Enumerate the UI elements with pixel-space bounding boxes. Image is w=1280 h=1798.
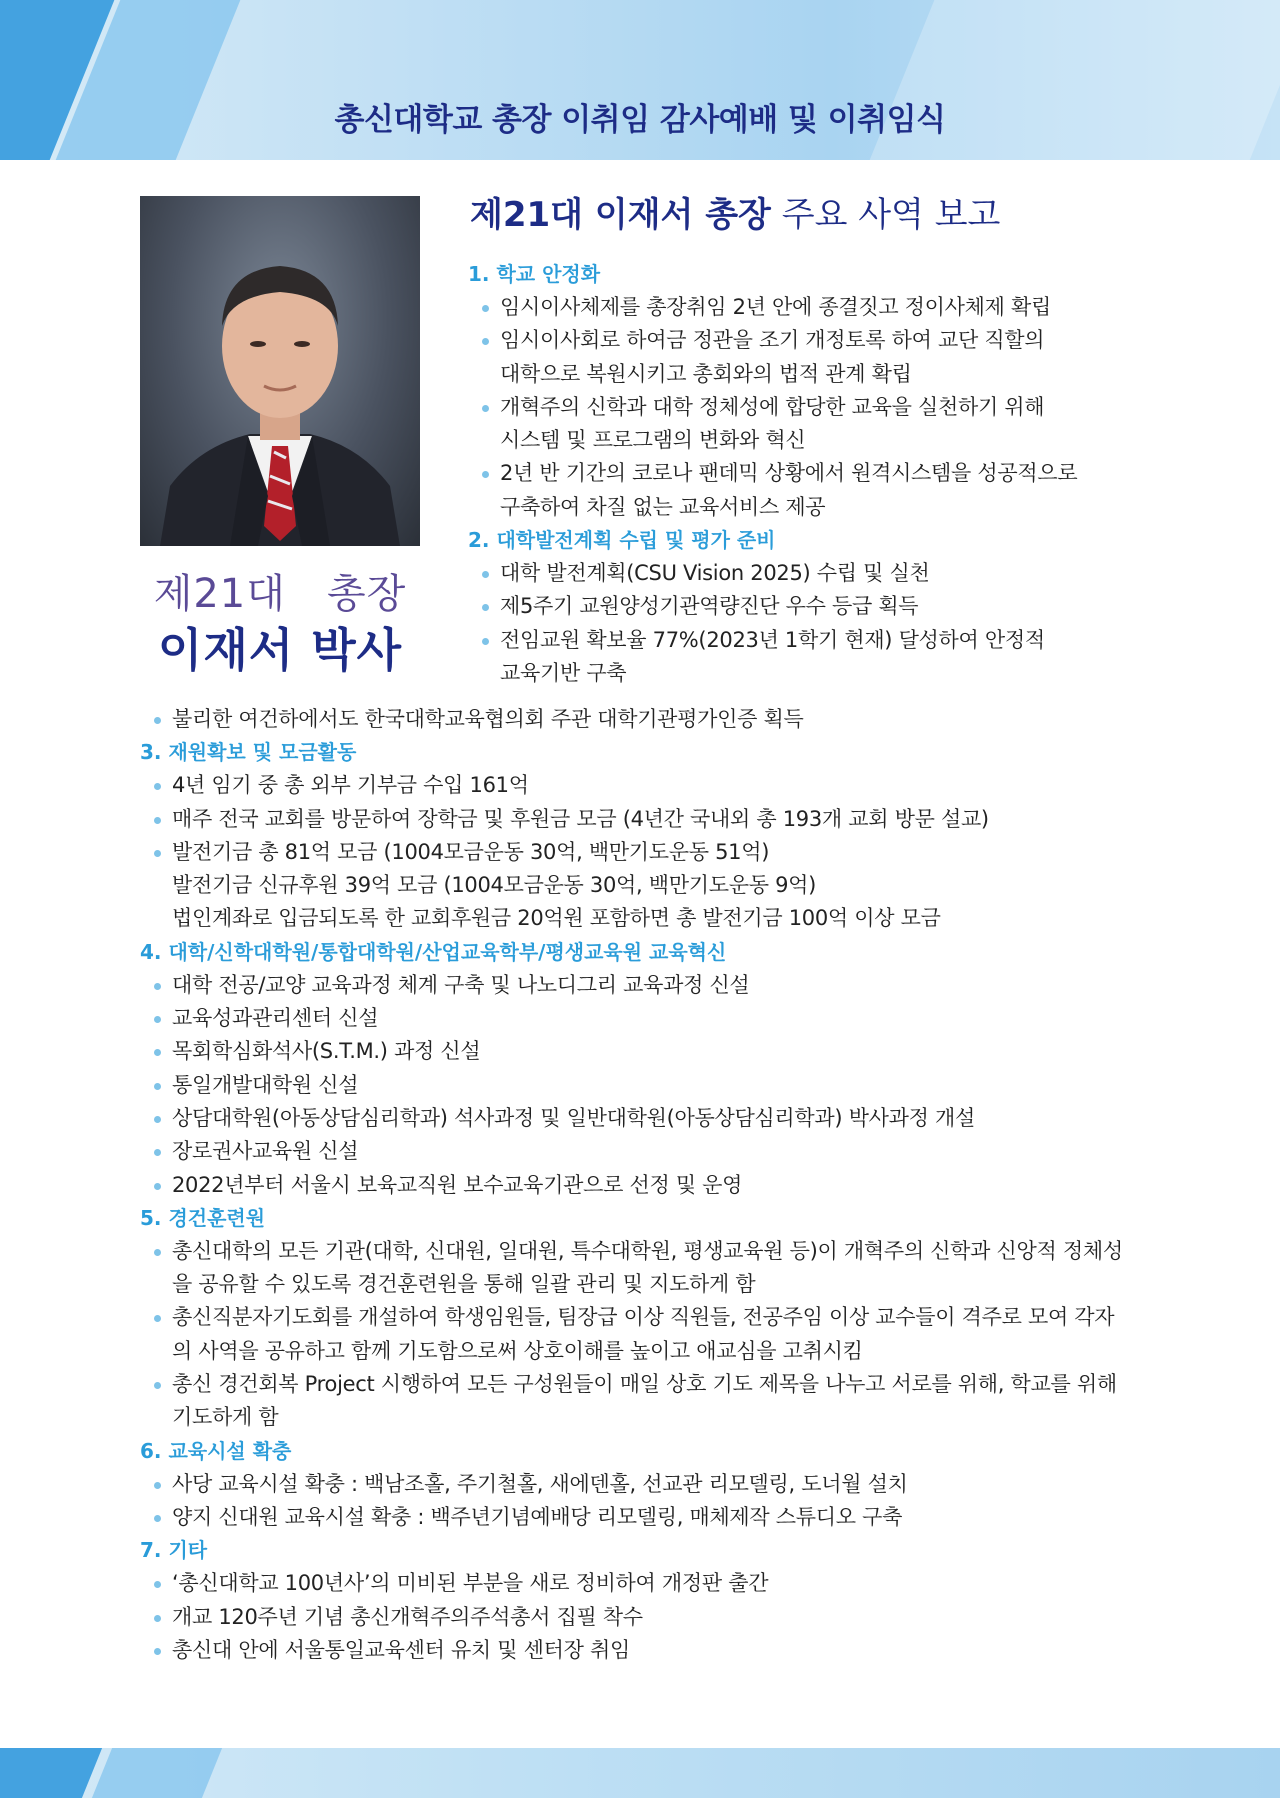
page-title: 총신대학교 총장 이취임 감사예배 및 이취임식 (334, 102, 946, 138)
list-item-line: 기도하게 함 (172, 1405, 279, 1430)
list-item (468, 624, 1168, 691)
list-item-line: 불리한 여건하에서도 한국대학교육협의회 주관 대학기관평가인증 획득 (172, 707, 804, 731)
list-item-line: 통일개발대학원 신설 (172, 1072, 359, 1097)
list-item (468, 590, 1168, 623)
list-item (140, 1169, 1140, 1202)
list-item-line: 총신대 안에 서울통일교육센터 유치 및 센터장 취임 (172, 1637, 630, 1662)
list-item-line: 임시이사회로 하여금 정관을 조기 개정토록 하여 교단 직할의 (500, 328, 1045, 353)
list-item-line: 대학으로 복원시키고 총회와의 법적 관계 확립 (500, 361, 912, 386)
list-item (140, 1501, 1140, 1534)
list-item-line: 대학 발전계획(CSU Vision 2025) 수립 및 실천 (500, 561, 930, 586)
role-label: 총장 (327, 571, 407, 617)
list-item (140, 836, 1140, 936)
list-item (468, 391, 1168, 458)
list-item-line: 총신직분자기도회를 개설하여 학생임원들, 팀장급 이상 직원들, 전공주임 이상 교수들이 격주로 모여 각자 (172, 1305, 1115, 1330)
president-term (140, 568, 420, 620)
report-title-rest: 주요 사역 보고 (781, 195, 1001, 235)
list-item (140, 1069, 1140, 1102)
list-item (140, 1301, 1140, 1368)
list-item (140, 969, 1140, 1002)
president-portrait-photo (140, 196, 420, 546)
list-item (468, 457, 1168, 524)
list-item-line: 교육성과관리센터 신설 (172, 1006, 379, 1031)
list-item (140, 703, 1140, 736)
president-name: 이재서 박사 (157, 623, 403, 677)
list-item-line: 2022년부터 서울시 보육교직원 보수교육기관으로 선정 및 운영 (172, 1172, 743, 1197)
list-item-line: 장로권사교육원 신설 (172, 1139, 359, 1164)
report-title-bold: 제21대 이재서 총장 (470, 195, 771, 235)
header-banner (0, 0, 1280, 160)
list-item-line: 사당 교육시설 확충 : 백남조홀, 주기철홀, 새에덴홀, 선교관 리모델링, 도너월 설치 (172, 1471, 908, 1496)
list-item-line: 을 공유할 수 있도록 경건훈련원을 통해 일괄 관리 및 지도하게 함 (172, 1272, 756, 1297)
list-item (468, 557, 1168, 590)
list-item (468, 291, 1168, 324)
list-item-line: 총신대학의 모든 기관(대학, 신대원, 일대원, 특수대학원, 평생교육원 등)이 개혁주의 신학과 신앙적 정체성 (172, 1238, 1123, 1263)
list-item (140, 1135, 1140, 1168)
list-item-line: 총신 경건회복 Project 시행하여 모든 구성원들이 매일 상호 기도 제목을 나누고 서로를 위해, 학교를 위해 (172, 1372, 1117, 1397)
list-item-line: 임시이사체제를 총장취임 2년 안에 종결짓고 정이사체제 확립 (500, 295, 1051, 319)
report-title (470, 190, 1000, 240)
list-item-line: 양지 신대원 교육시설 확충 : 백주년기념예배당 리모델링, 매체제작 스튜디오 구축 (172, 1504, 903, 1529)
list-item-line: 상담대학원(아동상담심리학과) 석사과정 및 일반대학원(아동상담심리학과) 박사과정 개설 (172, 1105, 975, 1130)
president-name-block (140, 568, 420, 680)
list-item (140, 1035, 1140, 1068)
report-sections-full (140, 703, 1140, 1667)
list-item-line: 발전기금 총 81억 모금 (1004모금운동 30억, 백만기도운동 51억) (172, 839, 770, 864)
section-heading: 1. 학교 안정화 (468, 262, 601, 286)
section-heading: 7. 기타 (140, 1538, 208, 1563)
footer-stripe-dark (0, 1748, 106, 1798)
list-item (140, 1468, 1140, 1501)
list-item-line: 발전기금 신규후원 39억 모금 (1004모금운동 30억, 백만기도운동 9억) (172, 873, 817, 898)
list-item-line: 교육기반 구축 (500, 660, 627, 685)
list-item (140, 1634, 1140, 1667)
list-item-line: 개혁주의 신학과 대학 정체성에 합당한 교육을 실천하기 위해 (500, 394, 1045, 419)
list-item (140, 1368, 1140, 1435)
section-heading: 2. 대학발전계획 수립 및 평가 준비 (468, 528, 776, 553)
section-heading: 4. 대학/신학대학원/통합대학원/산업교육학부/평생교육원 교육혁신 (140, 939, 727, 964)
list-item (140, 1102, 1140, 1135)
list-item-line: 의 사역을 공유하고 함께 기도함으로써 상호이해를 높이고 애교심을 고취시킴 (172, 1338, 863, 1363)
footer-banner (0, 1748, 1280, 1798)
list-item-line: 제5주기 교원양성기관역량진단 우수 등급 획득 (500, 594, 919, 619)
list-item-line: 시스템 및 프로그램의 변화와 혁신 (500, 428, 806, 453)
list-item (140, 1567, 1140, 1600)
term-label: 제21대 (153, 571, 286, 617)
section-heading: 6. 교육시설 확충 (140, 1438, 292, 1463)
list-item-line: ‘총신대학교 100년사’의 미비된 부분을 새로 정비하여 개정판 출간 (172, 1571, 769, 1596)
portrait-illustration (140, 196, 420, 546)
list-item (140, 1235, 1140, 1302)
list-item-line: 개교 120주년 기념 총신개혁주의주석총서 집필 착수 (172, 1604, 643, 1629)
list-item (468, 324, 1168, 391)
list-item-line: 구축하여 차질 없는 교육서비스 제공 (500, 494, 826, 519)
list-item (140, 1002, 1140, 1035)
list-item-line: 목회학심화석사(S.T.M.) 과정 신설 (172, 1039, 481, 1064)
list-item (140, 769, 1140, 802)
list-item-line: 매주 전국 교회를 방문하여 장학금 및 후원금 모금 (4년간 국내외 총 193개 교회 방문 설교) (172, 806, 989, 831)
section-heading: 5. 경건훈련원 (140, 1205, 266, 1230)
list-item (140, 803, 1140, 836)
list-item-line: 2년 반 기간의 코로나 팬데믹 상황에서 원격시스템을 성공적으로 (500, 461, 1078, 486)
list-item-line: 전임교원 확보율 77%(2023년 1학기 현재) 달성하여 안정적 (500, 627, 1045, 652)
section-heading: 3. 재원확보 및 모금활동 (140, 740, 357, 765)
list-item-line: 대학 전공/교양 교육과정 체계 구축 및 나노디그리 교육과정 신설 (172, 972, 750, 997)
list-item (140, 1601, 1140, 1634)
report-sections-top (468, 258, 1168, 690)
list-item-line: 법인계좌로 입금되도록 한 교회후원금 20억원 포함하면 총 발전기금 100억 이상 모금 (172, 906, 941, 931)
list-item-line: 4년 임기 중 총 외부 기부금 수입 161억 (172, 773, 529, 798)
footer-stripe-light (84, 1748, 226, 1798)
